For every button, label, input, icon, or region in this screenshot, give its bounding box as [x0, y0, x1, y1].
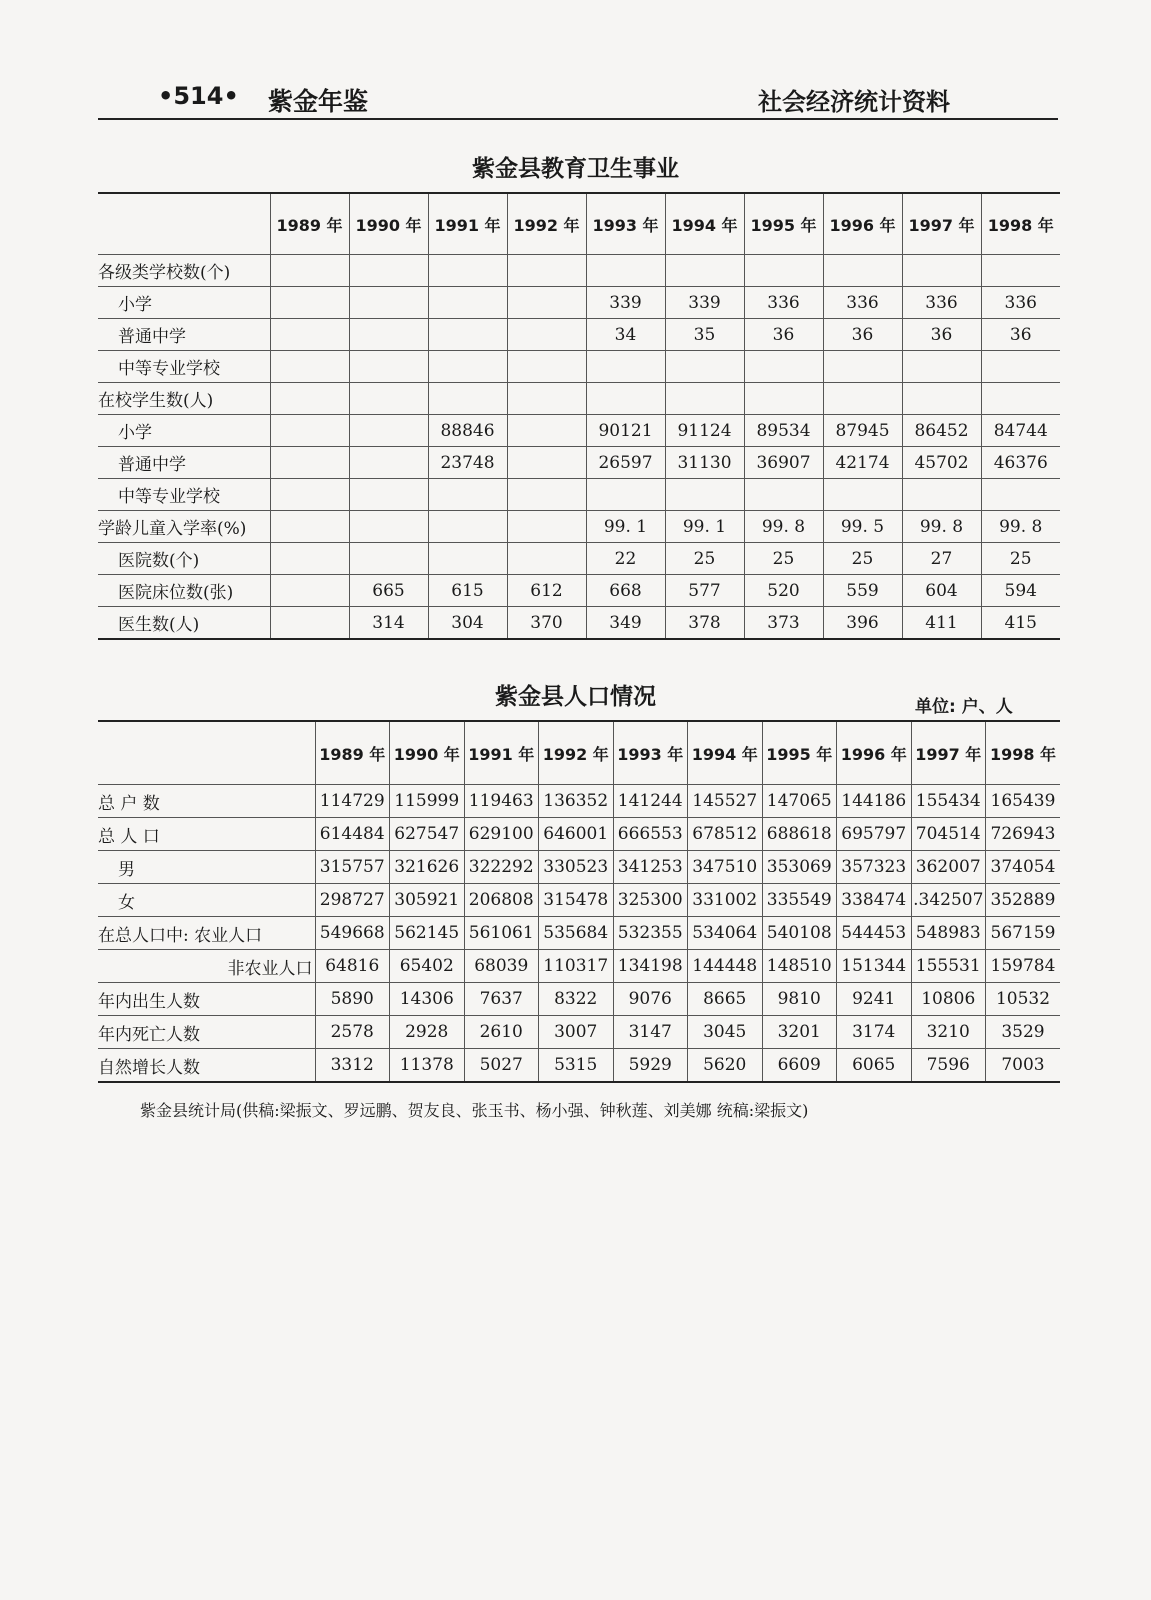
data-cell [665, 351, 744, 383]
data-cell: 3210 [911, 1016, 986, 1049]
row-label: 自然增长人数 [98, 1049, 315, 1083]
data-cell [744, 383, 823, 415]
data-cell: 110317 [539, 950, 614, 983]
data-cell: 165439 [986, 785, 1061, 818]
data-cell: 339 [586, 287, 665, 319]
data-cell: 136352 [539, 785, 614, 818]
data-cell: 68039 [464, 950, 539, 983]
data-cell [665, 383, 744, 415]
data-cell: 2610 [464, 1016, 539, 1049]
data-cell: 7596 [911, 1049, 986, 1083]
data-cell: 322292 [464, 851, 539, 884]
year-header: 1992 年 [539, 721, 614, 785]
data-cell: 88846 [428, 415, 507, 447]
data-cell: 119463 [464, 785, 539, 818]
data-cell [586, 351, 665, 383]
data-cell [823, 351, 902, 383]
data-cell: 415 [981, 607, 1060, 640]
data-cell: 64816 [315, 950, 390, 983]
data-cell: 23748 [428, 447, 507, 479]
data-cell: 532355 [613, 917, 688, 950]
data-cell [902, 351, 981, 383]
year-header: 1995 年 [744, 193, 823, 255]
data-cell: 695797 [837, 818, 912, 851]
data-cell: 646001 [539, 818, 614, 851]
data-cell: 534064 [688, 917, 763, 950]
data-cell: 535684 [539, 917, 614, 950]
data-cell: 341253 [613, 851, 688, 884]
data-cell: 612 [507, 575, 586, 607]
year-header: 1989 年 [315, 721, 390, 785]
data-cell: 5929 [613, 1049, 688, 1083]
data-cell: 305921 [390, 884, 465, 917]
data-cell: 99. 5 [823, 511, 902, 543]
row-label: 女 [98, 884, 315, 917]
row-label: 小学 [98, 415, 270, 447]
table-row [98, 851, 1060, 884]
data-cell: 6065 [837, 1049, 912, 1083]
data-cell: 6609 [762, 1049, 837, 1083]
data-cell: 99. 1 [586, 511, 665, 543]
population-table [98, 720, 1060, 1083]
data-cell [507, 447, 586, 479]
data-cell: 336 [902, 287, 981, 319]
data-cell [349, 383, 428, 415]
data-cell [270, 607, 349, 640]
data-cell: 315478 [539, 884, 614, 917]
data-cell: 45702 [902, 447, 981, 479]
data-cell: 520 [744, 575, 823, 607]
table-row [98, 287, 1060, 319]
data-cell [665, 479, 744, 511]
data-cell: 357323 [837, 851, 912, 884]
data-cell: 562145 [390, 917, 465, 950]
table-row [98, 351, 1060, 383]
data-cell: 5027 [464, 1049, 539, 1083]
data-cell: 629100 [464, 818, 539, 851]
data-cell [428, 287, 507, 319]
year-header: 1995 年 [762, 721, 837, 785]
data-cell: 314 [349, 607, 428, 640]
data-cell [507, 479, 586, 511]
data-cell [428, 543, 507, 575]
data-cell: 370 [507, 607, 586, 640]
data-cell [270, 383, 349, 415]
data-cell [507, 287, 586, 319]
data-cell: 91124 [665, 415, 744, 447]
row-label: 总 户 数 [98, 785, 315, 818]
data-cell: 10532 [986, 983, 1061, 1016]
data-cell [270, 447, 349, 479]
row-label: 医院床位数(张) [98, 575, 270, 607]
data-cell: 373 [744, 607, 823, 640]
data-cell: 5315 [539, 1049, 614, 1083]
data-cell [428, 479, 507, 511]
data-cell: 99. 8 [981, 511, 1060, 543]
data-cell: 559 [823, 575, 902, 607]
data-cell: 87945 [823, 415, 902, 447]
data-cell: 9076 [613, 983, 688, 1016]
data-cell: 144448 [688, 950, 763, 983]
data-cell [507, 255, 586, 287]
year-header: 1990 年 [390, 721, 465, 785]
data-cell: 155531 [911, 950, 986, 983]
data-cell: 347510 [688, 851, 763, 884]
data-cell [744, 479, 823, 511]
data-cell [428, 511, 507, 543]
data-cell: 3147 [613, 1016, 688, 1049]
data-cell [270, 287, 349, 319]
population-table-title: 紫金县人口情况 [495, 684, 656, 710]
data-cell: 36 [981, 319, 1060, 351]
year-header: 1991 年 [464, 721, 539, 785]
data-cell: 544453 [837, 917, 912, 950]
data-cell: 35 [665, 319, 744, 351]
data-cell [507, 511, 586, 543]
data-cell: 577 [665, 575, 744, 607]
data-cell [428, 383, 507, 415]
data-cell: 336 [981, 287, 1060, 319]
table-row [98, 1049, 1060, 1083]
data-cell: 42174 [823, 447, 902, 479]
data-cell: 665 [349, 575, 428, 607]
table-header-row [98, 721, 1060, 785]
data-cell: 144186 [837, 785, 912, 818]
data-cell: 36 [823, 319, 902, 351]
year-header: 1991 年 [428, 193, 507, 255]
data-cell: 46376 [981, 447, 1060, 479]
row-label: 医生数(人) [98, 607, 270, 640]
data-cell [507, 319, 586, 351]
data-cell [744, 351, 823, 383]
data-cell: 336 [823, 287, 902, 319]
data-cell: 331002 [688, 884, 763, 917]
data-cell [349, 255, 428, 287]
data-cell: 114729 [315, 785, 390, 818]
data-cell: 411 [902, 607, 981, 640]
unit-label: 单位: 户、人 [915, 697, 1013, 717]
data-cell: 567159 [986, 917, 1061, 950]
data-cell [902, 255, 981, 287]
data-cell: 325300 [613, 884, 688, 917]
education-table [98, 192, 1060, 640]
data-cell: 145527 [688, 785, 763, 818]
data-cell: 548983 [911, 917, 986, 950]
year-header: 1992 年 [507, 193, 586, 255]
data-cell: 10806 [911, 983, 986, 1016]
data-cell: 615 [428, 575, 507, 607]
data-cell [349, 287, 428, 319]
table-row [98, 917, 1060, 950]
row-label: 各级类学校数(个) [98, 255, 270, 287]
footnote: 紫金县统计局(供稿:梁振文、罗远鹏、贺友良、张玉书、杨小强、钟秋莲、刘美娜 统稿:梁振文) [140, 1101, 809, 1120]
data-cell: 27 [902, 543, 981, 575]
data-cell [981, 351, 1060, 383]
data-cell: 668 [586, 575, 665, 607]
data-cell: 36 [744, 319, 823, 351]
data-cell: 9810 [762, 983, 837, 1016]
data-cell [507, 383, 586, 415]
data-cell [744, 255, 823, 287]
data-cell: 8665 [688, 983, 763, 1016]
data-cell: 549668 [315, 917, 390, 950]
year-header: 1998 年 [986, 721, 1061, 785]
table-row [98, 575, 1060, 607]
data-cell [270, 575, 349, 607]
data-cell: 25 [665, 543, 744, 575]
data-cell: 330523 [539, 851, 614, 884]
data-cell: 2578 [315, 1016, 390, 1049]
section-title: 社会经济统计资料 [758, 88, 950, 116]
data-cell: 65402 [390, 950, 465, 983]
row-label: 在总人口中: 农业人口 [98, 917, 315, 950]
row-label: 普通中学 [98, 447, 270, 479]
data-cell: 36907 [744, 447, 823, 479]
data-cell [823, 479, 902, 511]
table-row [98, 479, 1060, 511]
year-header: 1997 年 [902, 193, 981, 255]
data-cell: 352889 [986, 884, 1061, 917]
data-cell: 8322 [539, 983, 614, 1016]
data-cell: 349 [586, 607, 665, 640]
data-cell [823, 255, 902, 287]
data-cell [981, 255, 1060, 287]
data-cell: 31130 [665, 447, 744, 479]
year-header: 1993 年 [586, 193, 665, 255]
book-title: 紫金年鉴 [268, 87, 369, 116]
data-cell: 25 [981, 543, 1060, 575]
data-cell: 147065 [762, 785, 837, 818]
data-cell: 99. 1 [665, 511, 744, 543]
row-label: 总 人 口 [98, 818, 315, 851]
table-row [98, 785, 1060, 818]
data-cell: 7637 [464, 983, 539, 1016]
table-row [98, 511, 1060, 543]
data-cell: 141244 [613, 785, 688, 818]
row-label: 学龄儿童入学率(%) [98, 511, 270, 543]
year-header: 1993 年 [613, 721, 688, 785]
year-header: 1990 年 [349, 193, 428, 255]
table-row [98, 383, 1060, 415]
data-cell: 3201 [762, 1016, 837, 1049]
data-cell [823, 383, 902, 415]
data-cell: 5620 [688, 1049, 763, 1083]
education-table-title: 紫金县教育卫生事业 [472, 156, 679, 182]
data-cell: 726943 [986, 818, 1061, 851]
year-header: 1997 年 [911, 721, 986, 785]
data-cell: 374054 [986, 851, 1061, 884]
data-cell [586, 255, 665, 287]
row-label: 男 [98, 851, 315, 884]
data-cell: 151344 [837, 950, 912, 983]
data-cell: 7003 [986, 1049, 1061, 1083]
table-row [98, 319, 1060, 351]
data-cell: 396 [823, 607, 902, 640]
data-cell: 159784 [986, 950, 1061, 983]
data-cell [665, 255, 744, 287]
data-cell: 3174 [837, 1016, 912, 1049]
table-row [98, 607, 1060, 640]
data-cell [507, 415, 586, 447]
data-cell [981, 383, 1060, 415]
data-cell: 5890 [315, 983, 390, 1016]
year-header: 1998 年 [981, 193, 1060, 255]
data-cell: 115999 [390, 785, 465, 818]
data-cell: 353069 [762, 851, 837, 884]
row-label: 在校学生数(人) [98, 383, 270, 415]
data-cell: 304 [428, 607, 507, 640]
table-row [98, 1016, 1060, 1049]
data-cell [270, 543, 349, 575]
table-header-row [98, 193, 1060, 255]
data-cell: 678512 [688, 818, 763, 851]
data-cell [349, 447, 428, 479]
data-cell [586, 479, 665, 511]
data-cell [270, 255, 349, 287]
data-cell [586, 383, 665, 415]
data-cell [349, 479, 428, 511]
data-cell: 11378 [390, 1049, 465, 1083]
row-label: 中等专业学校 [98, 479, 270, 511]
data-cell: 3007 [539, 1016, 614, 1049]
data-cell: 2928 [390, 1016, 465, 1049]
data-cell: 627547 [390, 818, 465, 851]
data-cell: 540108 [762, 917, 837, 950]
data-cell: 34 [586, 319, 665, 351]
data-cell [981, 479, 1060, 511]
page-number: •514• [158, 82, 239, 110]
data-cell: 9241 [837, 983, 912, 1016]
year-header: 1994 年 [688, 721, 763, 785]
data-cell [349, 319, 428, 351]
year-header: 1996 年 [837, 721, 912, 785]
data-cell [349, 351, 428, 383]
data-cell: 148510 [762, 950, 837, 983]
data-cell: 36 [902, 319, 981, 351]
data-cell [349, 415, 428, 447]
table-row [98, 415, 1060, 447]
row-label: 小学 [98, 287, 270, 319]
data-cell: 321626 [390, 851, 465, 884]
data-cell: 339 [665, 287, 744, 319]
data-cell: 338474 [837, 884, 912, 917]
data-cell: 3312 [315, 1049, 390, 1083]
data-cell: 604 [902, 575, 981, 607]
row-label: 年内出生人数 [98, 983, 315, 1016]
year-header: 1989 年 [270, 193, 349, 255]
table-row [98, 255, 1060, 287]
row-label: 医院数(个) [98, 543, 270, 575]
data-cell: 336 [744, 287, 823, 319]
data-cell: 594 [981, 575, 1060, 607]
row-label: 中等专业学校 [98, 351, 270, 383]
data-cell [902, 383, 981, 415]
data-cell: 3045 [688, 1016, 763, 1049]
data-cell [270, 511, 349, 543]
data-cell: 90121 [586, 415, 665, 447]
data-cell: 315757 [315, 851, 390, 884]
row-label: 非农业人口 [98, 950, 315, 983]
data-cell [270, 319, 349, 351]
data-cell [507, 543, 586, 575]
table-row [98, 447, 1060, 479]
table-row [98, 543, 1060, 575]
corner-cell [98, 193, 270, 255]
data-cell: 561061 [464, 917, 539, 950]
data-cell: 206808 [464, 884, 539, 917]
data-cell [270, 479, 349, 511]
page-header [98, 82, 1058, 120]
data-cell [349, 511, 428, 543]
row-label: 普通中学 [98, 319, 270, 351]
data-cell: 155434 [911, 785, 986, 818]
data-cell: 86452 [902, 415, 981, 447]
data-cell: 3529 [986, 1016, 1061, 1049]
data-cell: 134198 [613, 950, 688, 983]
table-row [98, 884, 1060, 917]
data-cell: 84744 [981, 415, 1060, 447]
table-row [98, 950, 1060, 983]
data-cell [270, 415, 349, 447]
data-cell: 14306 [390, 983, 465, 1016]
data-cell: 614484 [315, 818, 390, 851]
data-cell: .342507 [911, 884, 986, 917]
data-cell: 25 [744, 543, 823, 575]
data-cell [349, 543, 428, 575]
data-cell [428, 255, 507, 287]
year-header: 1996 年 [823, 193, 902, 255]
data-cell [428, 319, 507, 351]
data-cell: 335549 [762, 884, 837, 917]
table-row [98, 818, 1060, 851]
year-header: 1994 年 [665, 193, 744, 255]
data-cell [507, 351, 586, 383]
data-cell [428, 351, 507, 383]
data-cell: 298727 [315, 884, 390, 917]
data-cell: 99. 8 [902, 511, 981, 543]
data-cell: 26597 [586, 447, 665, 479]
data-cell: 666553 [613, 818, 688, 851]
data-cell: 362007 [911, 851, 986, 884]
data-cell: 22 [586, 543, 665, 575]
corner-cell [98, 721, 315, 785]
table-row [98, 983, 1060, 1016]
data-cell: 99. 8 [744, 511, 823, 543]
data-cell: 89534 [744, 415, 823, 447]
data-cell: 25 [823, 543, 902, 575]
data-cell [270, 351, 349, 383]
data-cell: 688618 [762, 818, 837, 851]
row-label: 年内死亡人数 [98, 1016, 315, 1049]
data-cell: 378 [665, 607, 744, 640]
data-cell [902, 479, 981, 511]
data-cell: 704514 [911, 818, 986, 851]
